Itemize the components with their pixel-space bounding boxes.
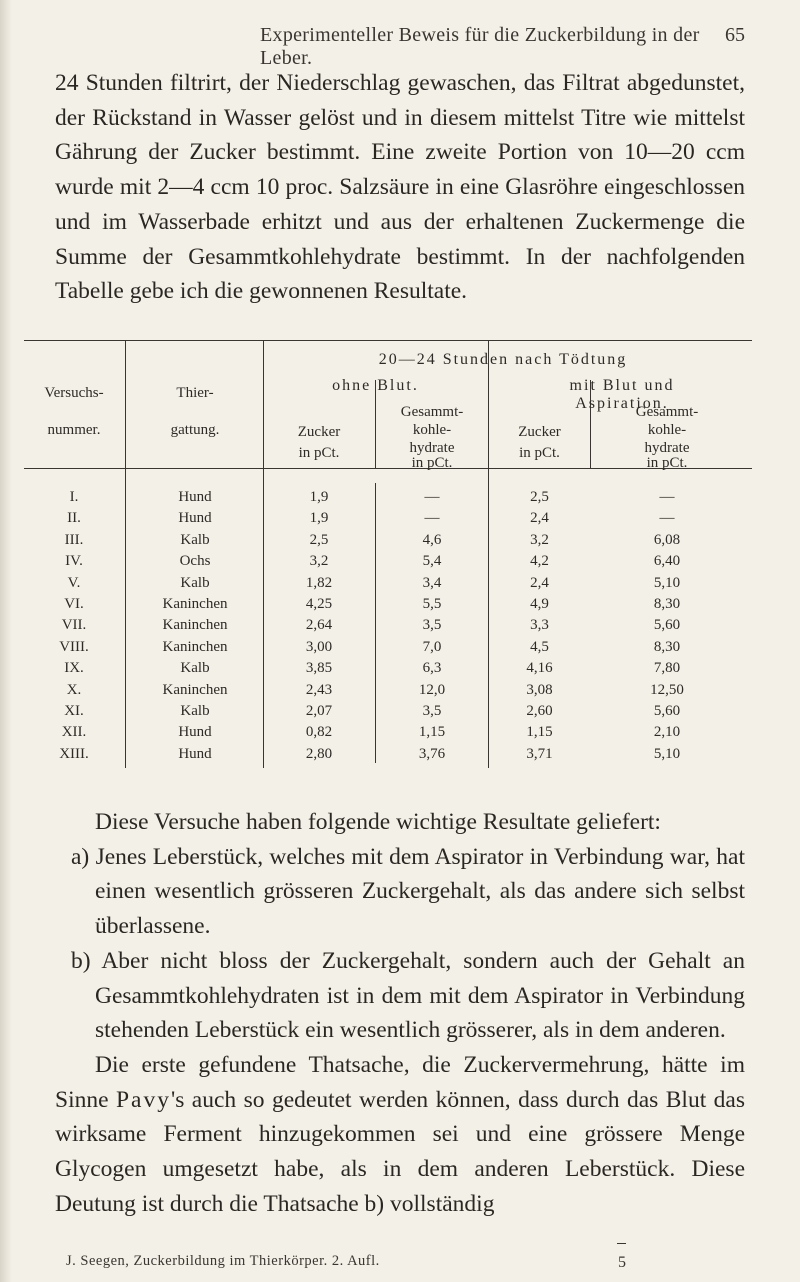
- cell-species: Kalb: [180, 703, 210, 719]
- results-section: [55, 805, 745, 1221]
- discussion-text: 's auch so gedeutet werden können, dass durch das Blut das wirksame Ferment hinzugekommen sei und eine grössere Menge Glycogen umgesetzt habe, als in dem anderen Leberstück. Diese Deutung ist durch die Thatsache b) vollständig: [55, 1086, 746, 1217]
- cell-sugar-without-blood: 2,43: [305, 681, 333, 698]
- signature-dash: [617, 1243, 626, 1244]
- cell-sugar-with-blood: 4,9: [530, 596, 549, 612]
- cell-sugar-with-blood: 2,5: [530, 489, 549, 505]
- cell-carbohydrates-without-blood: 6,3: [422, 660, 442, 677]
- cell-carbohydrates-without-blood: 1,15: [418, 724, 446, 741]
- intro-paragraph: [55, 66, 745, 309]
- results-lead: Diese Versuche haben folgende wichtige Resultate geliefert:: [95, 809, 661, 835]
- cell-sugar-without-blood: 3,2: [309, 553, 329, 570]
- cell-carbohydrates-with-blood: —: [659, 510, 675, 527]
- cell-sugar-without-blood: 4,25: [305, 596, 333, 612]
- cell-carbohydrates-without-blood: 5,5: [422, 596, 442, 612]
- cell-carbohydrates-without-blood: 4,6: [422, 531, 442, 548]
- header-species-2: gattung.: [170, 422, 220, 438]
- cell-carbohydrates-without-blood: —: [424, 510, 440, 527]
- cell-sugar-without-blood: 3,00: [305, 638, 333, 655]
- cell-number: II.: [67, 510, 81, 527]
- discussion-text: Die erste gefundene Thatsache, die Zuckervermehrung, hätte im Sinne: [55, 1051, 745, 1113]
- cell-sugar-with-blood: 3,3: [530, 617, 549, 634]
- header-carbohydrates-1: Gesammt-: [400, 404, 464, 420]
- signature-mark: 5: [618, 1254, 626, 1271]
- subheader-without-blood: ohne Blut.: [332, 377, 419, 394]
- cell-number: IX.: [64, 660, 84, 677]
- cell-species: Kalb: [180, 574, 210, 591]
- cell-sugar-without-blood: 2,80: [305, 745, 333, 762]
- cell-carbohydrates-without-blood: 3,76: [418, 745, 446, 762]
- cell-carbohydrates-without-blood: —: [424, 489, 440, 505]
- cell-sugar-without-blood: 1,9: [309, 489, 329, 505]
- cell-species: Kaninchen: [162, 596, 228, 612]
- running-title: Experimenteller Beweis für die Zuckerbildung in der Leber.: [260, 24, 700, 69]
- results-table: [0, 340, 800, 770]
- intro-text: 24 Stunden filtrirt, der Niederschlag gewaschen, das Filtrat abgedunstet, der Rückstand in Wasser gelöst und in diesem mittelst Titre wie mittelst Gährung der Zucker bestimmt. Eine zweite Portion von 10—20 ccm wurde mit 2—4 ccm 10 proc. Salzsäure in eine Glasröhre eingeschlossen und im Wasserbade erhitzt und aus der erhaltenen Zuckermenge die Summe der Gesammtkohlehydrate bestimmt. In der nachfolgenden Tabelle gebe ich die gewonnenen Resultate.: [55, 70, 745, 305]
- cell-carbohydrates-with-blood: 7,80: [653, 660, 681, 677]
- subheader-with-blood-1: mit Blut und: [569, 377, 675, 394]
- cell-species: Hund: [178, 510, 212, 527]
- cell-number: VIII.: [59, 638, 89, 655]
- page-number: 65: [725, 24, 745, 46]
- footer-citation: J. Seegen, Zuckerbildung im Thierkörper. 2. Aufl.: [66, 1253, 380, 1269]
- cell-carbohydrates-without-blood: 12,0: [418, 681, 446, 698]
- subheader-with-blood-2: Aspiration.: [575, 395, 669, 412]
- cell-sugar-without-blood: 0,82: [305, 724, 333, 741]
- table-top-rule: [24, 340, 752, 341]
- header-experiment-number-1: Versuchs-: [44, 385, 104, 401]
- running-header: [55, 22, 745, 69]
- header-experiment-number-2: nummer.: [47, 422, 101, 438]
- cell-carbohydrates-without-blood: 3,4: [422, 574, 442, 591]
- cell-species: Kaninchen: [162, 638, 228, 655]
- cell-carbohydrates-with-blood: 5,10: [653, 574, 681, 591]
- cell-carbohydrates-with-blood: 5,60: [653, 703, 681, 719]
- cell-sugar-with-blood: 3,71: [526, 745, 553, 762]
- cell-sugar-without-blood: 2,5: [309, 531, 329, 548]
- cell-carbohydrates-without-blood: 5,4: [422, 553, 442, 570]
- cell-sugar-with-blood: 4,16: [526, 660, 553, 677]
- cell-sugar-with-blood: 4,2: [530, 553, 549, 570]
- cell-carbohydrates-with-blood: 12,50: [650, 681, 684, 698]
- cell-sugar-with-blood: 2,60: [526, 703, 553, 719]
- discussion-paragraph: [55, 1048, 745, 1222]
- cell-sugar-without-blood: 1,9: [309, 510, 329, 527]
- cell-species: Kalb: [180, 660, 210, 677]
- header-carbohydrates-2: kohle-: [647, 422, 687, 438]
- cell-carbohydrates-with-blood: 6,08: [653, 531, 681, 548]
- cell-sugar-without-blood: 1,82: [305, 574, 333, 591]
- cell-species: Hund: [178, 489, 212, 505]
- cell-number: III.: [64, 531, 84, 548]
- header-carbohydrates-2: kohle-: [412, 422, 452, 438]
- cell-species: Hund: [178, 745, 212, 762]
- cell-carbohydrates-with-blood: 5,10: [653, 745, 681, 762]
- cell-number: V.: [67, 574, 81, 591]
- cell-number: VI.: [64, 596, 84, 612]
- author-name: Pavy: [115, 1086, 171, 1113]
- cell-number: XIII.: [59, 745, 89, 762]
- header-sugar-2: in pCt.: [519, 445, 560, 461]
- cell-carbohydrates-with-blood: 6,40: [653, 553, 681, 570]
- cell-species: Kaninchen: [162, 681, 228, 698]
- cell-carbohydrates-without-blood: 7,0: [422, 638, 442, 655]
- cell-number: XII.: [61, 724, 87, 741]
- cell-species: Ochs: [179, 553, 211, 570]
- cell-species: Kalb: [180, 531, 210, 548]
- cell-species: Hund: [178, 724, 212, 741]
- header-carbohydrates-3: hydrate: [409, 440, 455, 456]
- header-sugar-1: Zucker: [297, 424, 341, 440]
- column-divider: [125, 340, 126, 768]
- cell-number: I.: [69, 489, 79, 505]
- header-sugar-1: Zucker: [518, 424, 561, 440]
- cell-carbohydrates-with-blood: 8,30: [653, 596, 681, 612]
- cell-number: VII.: [61, 617, 87, 634]
- cell-sugar-with-blood: 2,4: [530, 574, 549, 591]
- cell-sugar-without-blood: 2,64: [305, 617, 333, 634]
- result-item-b: b) Aber nicht bloss der Zuckergehalt, sondern auch der Gehalt an Gesammtkohlehydraten ist in dem mit dem Aspirator in Verbindung stehenden Leberstück ein wesentlich grösserer, als in dem anderen.: [71, 947, 745, 1044]
- cell-carbohydrates-with-blood: 5,60: [653, 617, 681, 634]
- cell-carbohydrates-with-blood: 2,10: [653, 724, 681, 741]
- cell-carbohydrates-with-blood: —: [659, 489, 675, 505]
- cell-sugar-without-blood: 3,85: [305, 660, 333, 677]
- cell-sugar-with-blood: 3,08: [526, 681, 553, 698]
- cell-number: X.: [66, 681, 82, 698]
- cell-sugar-with-blood: 1,15: [526, 724, 553, 741]
- cell-number: IV.: [65, 553, 83, 570]
- header-carbohydrates-3: hydrate: [644, 440, 690, 456]
- header-carbohydrates-1: Gesammt-: [635, 404, 699, 420]
- result-item-a: a) Jenes Leberstück, welches mit dem Aspirator in Verbindung war, hat einen wesentlich grösseren Zuckergehalt, als das andere sich selbst überlassene.: [71, 843, 745, 940]
- cell-sugar-with-blood: 3,2: [530, 531, 549, 548]
- cell-sugar-with-blood: 2,4: [530, 510, 549, 527]
- cell-carbohydrates-without-blood: 3,5: [422, 617, 442, 634]
- header-sugar-2: in pCt.: [298, 445, 340, 461]
- cell-species: Kaninchen: [162, 617, 228, 634]
- header-carbohydrates-4: in pCt.: [411, 455, 453, 471]
- cell-carbohydrates-without-blood: 3,5: [422, 703, 442, 719]
- cell-sugar-without-blood: 2,07: [305, 703, 333, 719]
- header-species-1: Thier-: [176, 385, 214, 401]
- cell-carbohydrates-with-blood: 8,30: [653, 638, 681, 655]
- group-header: 20—24 Stunden nach Tödtung: [378, 351, 628, 368]
- header-carbohydrates-4: in pCt.: [646, 455, 688, 471]
- cell-number: XI.: [64, 703, 84, 719]
- cell-sugar-with-blood: 4,5: [530, 638, 549, 655]
